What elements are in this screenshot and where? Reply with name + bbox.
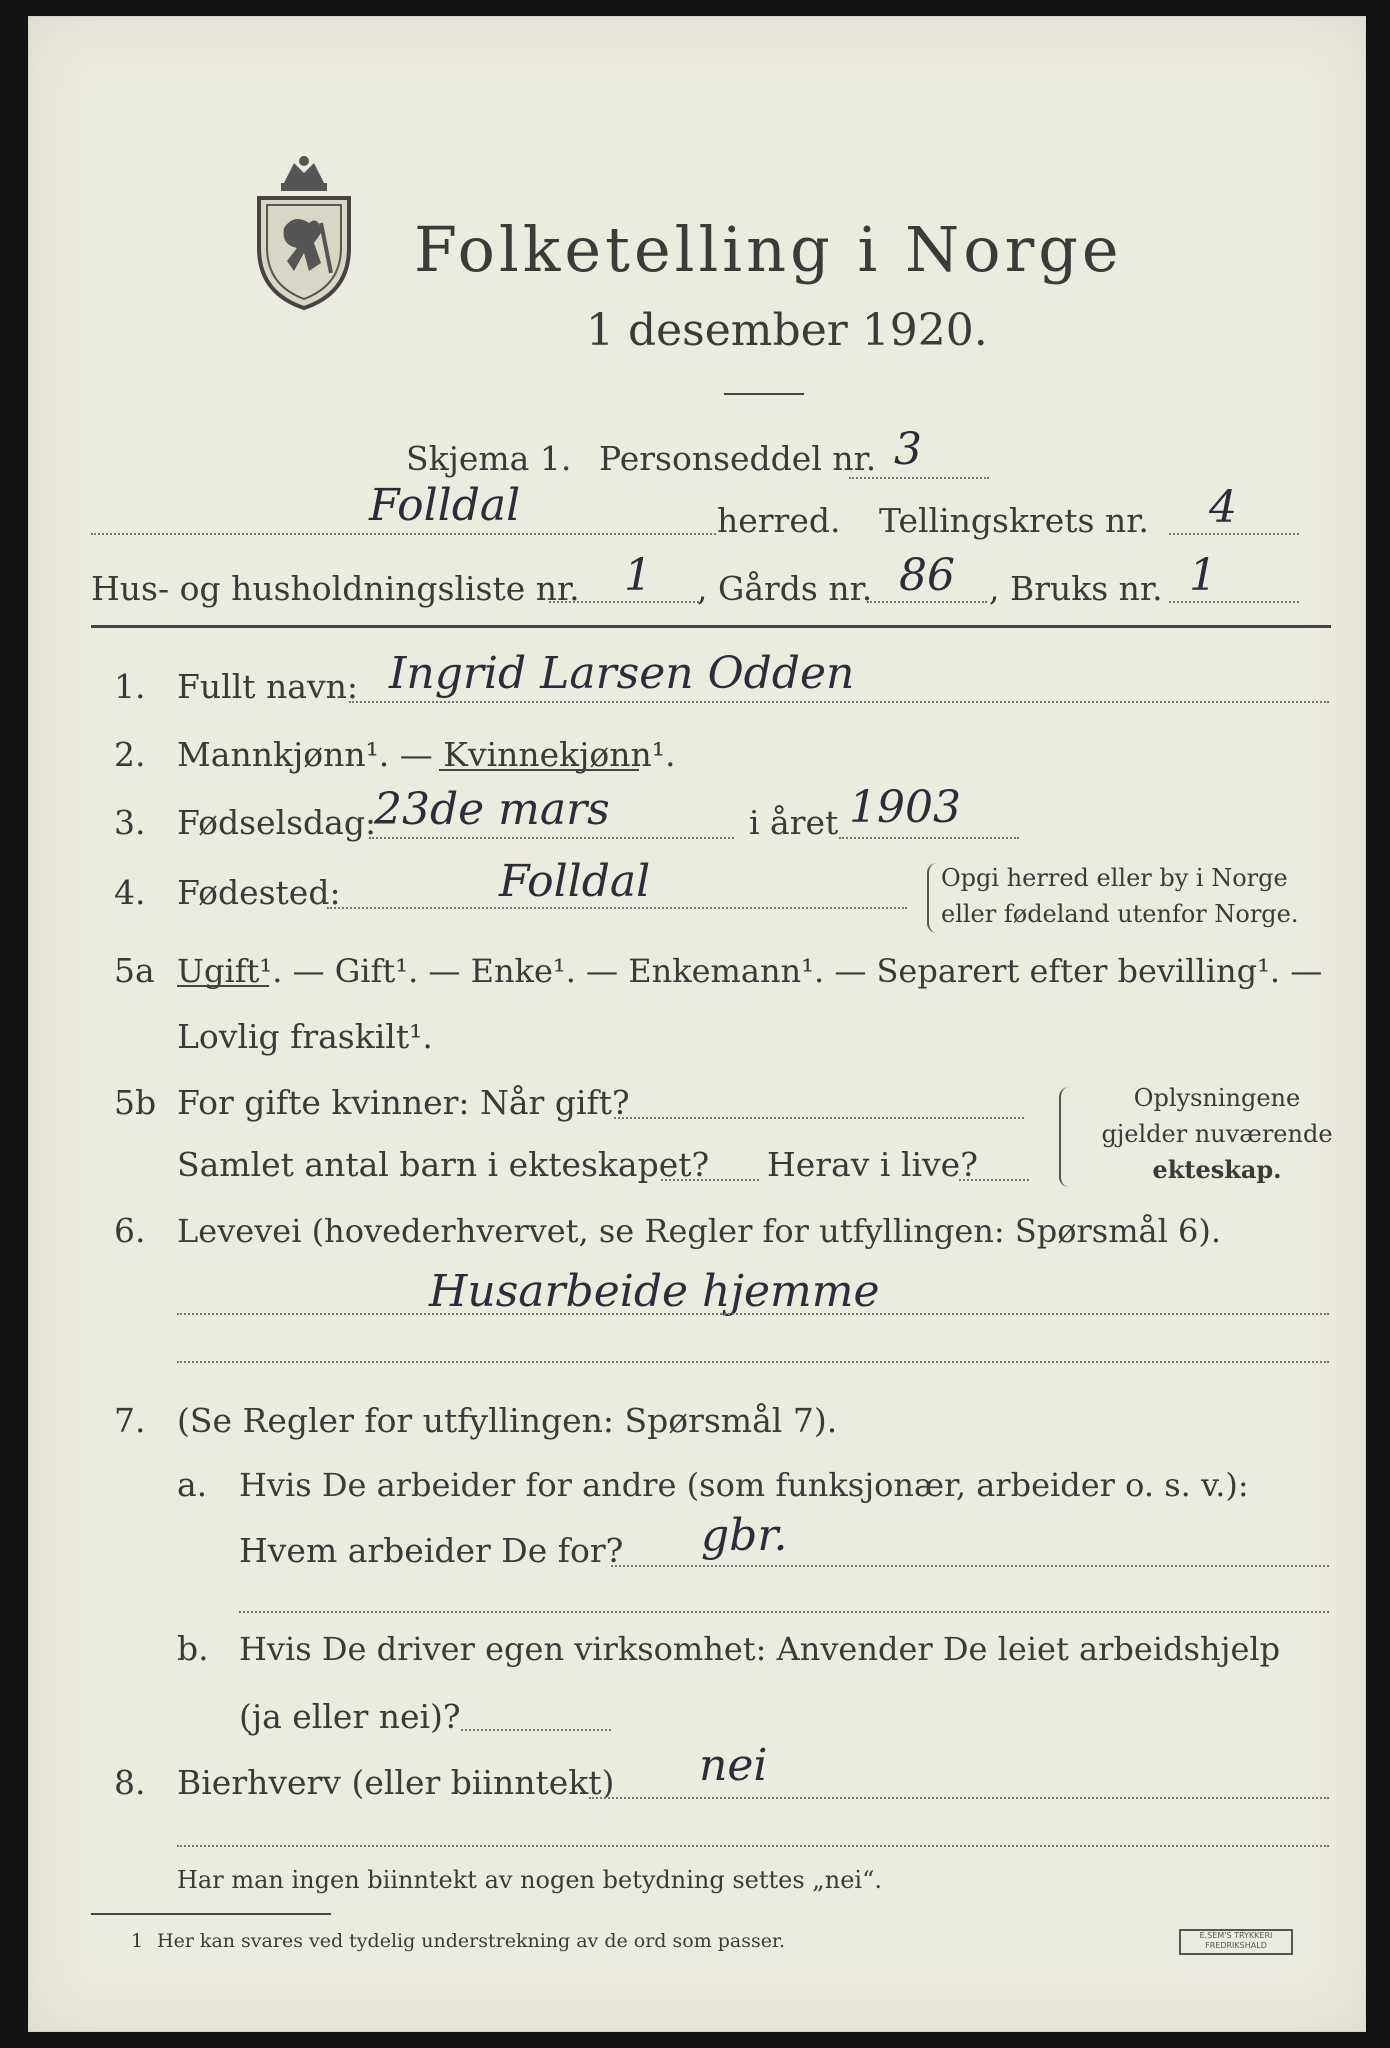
side-income-value: nei xyxy=(699,1740,768,1791)
q7a-field-line1 xyxy=(611,1565,1329,1567)
q5b-line1: For gifte kvinner: Når gift? xyxy=(177,1083,630,1122)
census-date: 1 desember 1920. xyxy=(586,305,988,356)
q7b-letter: b. xyxy=(177,1629,209,1668)
kvinnekjonn-underline xyxy=(439,769,639,771)
stamp-line2: FREDRIKSHALD xyxy=(1205,1941,1267,1950)
q5a-number: 5a xyxy=(114,951,155,990)
q7b-line2: (ja eller nei)? xyxy=(239,1697,461,1736)
q8-label: Bierhverv (eller biinntekt) xyxy=(177,1763,615,1802)
personseddel-value: 3 xyxy=(894,424,922,475)
q5b-married-line xyxy=(614,1117,1024,1119)
personseddel-label: Personseddel nr. xyxy=(599,439,877,478)
q2-number: 2. xyxy=(114,735,146,774)
footnote-text: Her kan svares ved tydelig understrekning av de ord som passer. xyxy=(157,1930,786,1952)
q3-number: 3. xyxy=(114,803,146,842)
husliste-field-line xyxy=(549,601,699,603)
personseddel-field-line xyxy=(849,477,989,479)
tellingskrets-value: 4 xyxy=(1209,482,1237,533)
birthplace-value: Folldal xyxy=(499,856,651,907)
census-form xyxy=(28,16,1366,2032)
printer-stamp xyxy=(1179,1929,1293,1955)
herred-field-line xyxy=(91,533,716,535)
ugift-underline xyxy=(177,985,269,987)
stamp-line1: E.SEM'S TRYKKERI xyxy=(1199,1931,1273,1940)
bruks-label: , Bruks nr. xyxy=(989,569,1163,608)
q6-field-line2 xyxy=(177,1361,1329,1363)
q5b-note-brace xyxy=(1059,1087,1071,1187)
q3-date-line xyxy=(369,837,734,839)
tellingskrets-label: Tellingskrets nr. xyxy=(879,501,1149,540)
q7b-line1: Hvis De driver egen virksomhet: Anvender De leiet arbeidshjelp xyxy=(239,1630,1281,1668)
q3-year-line xyxy=(839,837,1019,839)
q4-note-line1: Opgi herred eller by i Norge xyxy=(941,864,1288,892)
q1-label: Fullt navn: xyxy=(177,667,358,706)
q7a-letter: a. xyxy=(177,1465,208,1504)
q3-label: Fødselsdag: xyxy=(177,803,377,842)
q5b-line2a: Samlet antal barn i ekteskapet? xyxy=(177,1145,710,1184)
husliste-label: Hus- og husholdningsliste nr. xyxy=(91,569,580,608)
husliste-value: 1 xyxy=(624,550,652,601)
q1-field-line xyxy=(349,701,1329,703)
bruks-field-line xyxy=(1169,601,1299,603)
birth-year-value: 1903 xyxy=(849,782,961,833)
q6-label: Levevei (hovederhvervet, se Regler for utfyllingen: Spørsmål 6). xyxy=(177,1212,1222,1250)
q1-number: 1. xyxy=(114,667,146,706)
gards-field-line xyxy=(867,601,987,603)
q8-field-line1 xyxy=(589,1797,1329,1799)
occupation-value: Husarbeide hjemme xyxy=(429,1266,880,1317)
q7a-field-line2 xyxy=(239,1611,1329,1613)
birthdate-value: 23de mars xyxy=(374,784,610,835)
employer-value: gbr. xyxy=(701,1510,788,1561)
form-title: Folketelling i Norge xyxy=(414,213,1123,286)
q7b-field-line xyxy=(461,1729,611,1731)
q5b-note-line2: gjelder nuværende xyxy=(1101,1120,1333,1148)
q6-field-line1 xyxy=(177,1313,1329,1315)
footnote-rule xyxy=(91,1913,331,1915)
gards-label: , Gårds nr. xyxy=(697,569,873,608)
q5a-line1: Ugift¹. — Gift¹. — Enke¹. — Enkemann¹. — Separert efter bevilling¹. — xyxy=(177,952,1323,990)
q3-year-label: i året xyxy=(749,803,839,842)
q4-field-line xyxy=(327,907,907,909)
q5a-line2: Lovlig fraskilt¹. xyxy=(177,1017,433,1056)
q2-label: Mannkjønn¹. — Kvinnekjønn¹. xyxy=(177,735,676,774)
herred-value: Folldal xyxy=(369,480,521,531)
q5b-note-line1: Oplysningene xyxy=(1133,1084,1301,1112)
full-name-value: Ingrid Larsen Odden xyxy=(389,648,855,699)
q5b-number: 5b xyxy=(114,1083,157,1122)
q5b-alive-line xyxy=(959,1179,1029,1181)
q4-number: 4. xyxy=(114,873,146,912)
q5b-note-line3: ekteskap. xyxy=(1152,1155,1282,1184)
q7a-line2: Hvem arbeider De for? xyxy=(239,1531,624,1570)
tellingskrets-field-line xyxy=(1169,533,1299,535)
q6-number: 6. xyxy=(114,1211,146,1250)
gards-value: 86 xyxy=(899,550,955,601)
footer-note: Har man ingen biinntekt av nogen betydning settes „nei“. xyxy=(177,1866,882,1894)
q7-label: (Se Regler for utfyllingen: Spørsmål 7). xyxy=(177,1401,838,1440)
herred-label: herred. xyxy=(717,501,841,540)
q8-field-line2 xyxy=(177,1845,1329,1847)
coat-of-arms-icon xyxy=(249,153,359,317)
q7-number: 7. xyxy=(114,1401,146,1440)
skjema-label: Skjema 1. xyxy=(406,439,572,478)
q5b-children-line xyxy=(661,1179,759,1181)
q5b-line2b: Herav i live? xyxy=(767,1145,978,1184)
q4-note-brace xyxy=(927,863,937,933)
q8-number: 8. xyxy=(114,1763,146,1802)
header-rule xyxy=(91,625,1331,628)
q4-label: Fødested: xyxy=(177,873,341,912)
q4-note-line2: eller fødeland utenfor Norge. xyxy=(941,900,1299,928)
q7a-line1: Hvis De arbeider for andre (som funksjonær, arbeider o. s. v.): xyxy=(239,1466,1249,1504)
bruks-value: 1 xyxy=(1189,550,1217,601)
footnote-mark: 1 xyxy=(131,1930,144,1952)
title-divider xyxy=(724,393,804,395)
